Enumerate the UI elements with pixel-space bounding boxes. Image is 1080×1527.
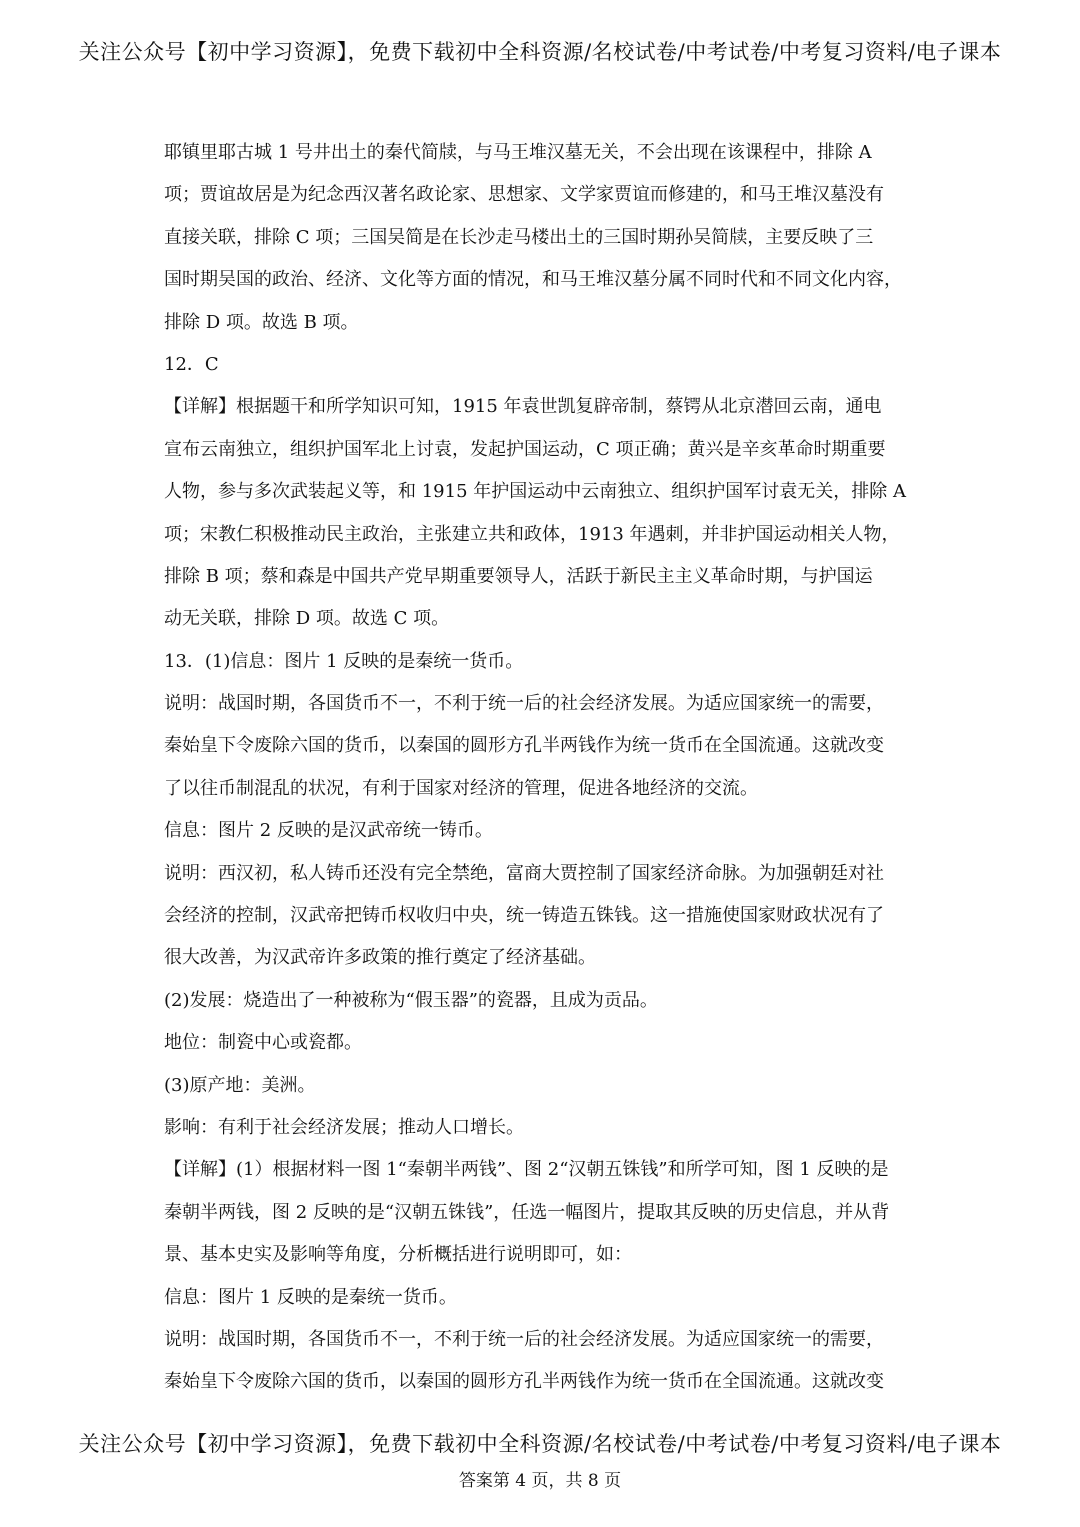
text-line: 耶镇里耶古城 1 号井出土的秦代简牍，与马王堆汉墓无关，不会出现在该课程中，排除 A bbox=[164, 142, 872, 163]
text-line: 秦始皇下令废除六国的货币，以秦国的圆形方孔半两钱作为统一货币在全国流通。这就改变 bbox=[164, 735, 884, 757]
text-line: 排除 B 项；蔡和森是中国共产党早期重要领导人，活跃于新民主主义革命时期，与护国运 bbox=[164, 565, 873, 587]
text-line: 地位：制瓷中心或瓷都。 bbox=[164, 1032, 362, 1054]
text-line: 直接关联，排除 C 项；三国吴简是在长沙走马楼出土的三国时期孙吴简牍，主要反映了三 bbox=[164, 226, 874, 248]
text-line: 国时期吴国的政治、经济、文化等方面的情况，和马王堆汉墓分属不同时代和不同文化内容， bbox=[164, 269, 902, 291]
text-line: 信息：图片 1 反映的是秦统一货币。 bbox=[164, 1286, 457, 1308]
text-line: 说明：战国时期，各国货币不一，不利于统一后的社会经济发展。为适应国家统一的需要， bbox=[164, 693, 884, 715]
page-number: 答案第 4 页，共 8 页 bbox=[458, 1471, 622, 1491]
text-line: 秦朝半两钱，图 2 反映的是“汉朝五铢钱”，任选一幅图片，提取其反映的历史信息，并从背 bbox=[164, 1201, 890, 1223]
text-line: 秦始皇下令废除六国的货币，以秦国的圆形方孔半两钱作为统一货币在全国流通。这就改变 bbox=[164, 1371, 884, 1393]
text-line: 了以往币制混乱的状况，有利于国家对经济的管理，促进各地经济的交流。 bbox=[164, 777, 758, 799]
answer-heading: 12．C bbox=[164, 353, 219, 375]
text-line: 信息：图片 2 反映的是汉武帝统一铸币。 bbox=[164, 820, 493, 842]
text-line: 说明：战国时期，各国货币不一，不利于统一后的社会经济发展。为适应国家统一的需要， bbox=[164, 1328, 884, 1350]
text-line: (2)发展：烧造出了一种被称为“假玉器”的瓷器，且成为贡品。 bbox=[164, 989, 658, 1011]
document-body bbox=[164, 132, 934, 1404]
text-line: 项；宋教仁积极推动民主政治，主张建立共和政体，1913 年遇刺，并非护国运动相关人物， bbox=[164, 523, 900, 545]
text-line: 项；贾谊故居是为纪念西汉著名政论家、思想家、文学家贾谊而修建的，和马王堆汉墓没有 bbox=[164, 184, 884, 206]
text-line: 景、基本史实及影响等角度，分析概括进行说明即可，如： bbox=[164, 1244, 632, 1266]
text-line: 很大改善，为汉武帝许多政策的推行奠定了经济基础。 bbox=[164, 947, 596, 969]
text-line: 会经济的控制，汉武帝把铸币权收归中央，统一铸造五铢钱。这一措施使国家财政状况有了 bbox=[164, 905, 884, 927]
text-line: 影响：有利于社会经济发展；推动人口增长。 bbox=[164, 1116, 524, 1138]
text-line: 动无关联，排除 D 项。故选 C 项。 bbox=[164, 608, 450, 630]
footer-banner: 关注公众号【初中学习资源】，免费下载初中全科资源/名校试卷/中考试卷/中考复习资料/电子课本 bbox=[78, 1432, 1002, 1456]
header-banner: 关注公众号【初中学习资源】，免费下载初中全科资源/名校试卷/中考试卷/中考复习资料/电子课本 bbox=[78, 40, 1002, 64]
text-line: 排除 D 项。故选 B 项。 bbox=[164, 311, 359, 333]
text-line: 说明：西汉初，私人铸币还没有完全禁绝，富商大贾控制了国家经济命脉。为加强朝廷对社 bbox=[164, 862, 884, 884]
text-line: 【详解】(1）根据材料一图 1“秦朝半两钱”、图 2“汉朝五铢钱”和所学可知，图 1 反映的是 bbox=[164, 1159, 889, 1181]
text-line: 【详解】根据题干和所学知识可知，1915 年袁世凯复辟帝制，蔡锷从北京潜回云南，通电 bbox=[164, 396, 882, 418]
answer-heading: 13．(1)信息：图片 1 反映的是秦统一货币。 bbox=[164, 650, 524, 672]
text-line: 人物，参与多次武装起义等，和 1915 年护国运动中云南独立、组织护国军讨袁无关，排除 A bbox=[164, 481, 906, 503]
text-line: 宣布云南独立，组织护国军北上讨袁，发起护国运动，C 项正确；黄兴是辛亥革命时期重要 bbox=[164, 438, 886, 460]
text-line: (3)原产地：美洲。 bbox=[164, 1074, 316, 1096]
